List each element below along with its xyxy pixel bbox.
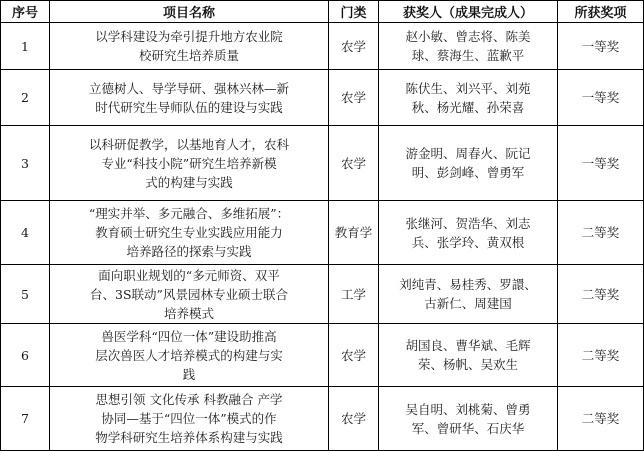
winners-line: 荣、杨帆、吴欢生 — [417, 357, 518, 372]
winners-line: 张继河、贺浩华、刘志 — [405, 215, 531, 231]
project-name-line: 兽医学科“四位一体”建设助推高 — [101, 328, 277, 344]
header-winners: 获奖人（成果完成人） — [379, 1, 558, 23]
winners — [379, 23, 558, 70]
project-name-line: “理实并举、多元融合、多维拓展”： — [88, 206, 290, 221]
winners-line: 胡国良、曹华斌、毛辉 — [405, 338, 531, 353]
project-name-line: 培养模式 — [163, 305, 214, 321]
award-level: 一等奖 — [558, 70, 644, 126]
project-name-line: 面向职业规划的“多元师资、双平 — [98, 267, 280, 283]
project-name — [50, 23, 329, 70]
project-name-line: 以学科建设为牵引提升地方农业院 — [95, 29, 283, 44]
award-level: 一等奖 — [558, 23, 644, 70]
header-project: 项目名称 — [50, 1, 329, 23]
project-name-line: 专业“科技小院”研究生培养新模 — [101, 155, 277, 171]
project-name-line: 培养路径的探索与实践 — [126, 244, 252, 259]
winners-line: 刘纯青、易桂秀、罗譞、 — [399, 277, 537, 292]
project-name-line: 层次兽医人才培养模式的构建与实 — [95, 347, 283, 363]
winners-line: 军、曾研华、石庆华 — [411, 420, 525, 436]
row-index: 5 — [1, 265, 50, 324]
project-name — [50, 201, 329, 265]
project-name — [50, 70, 329, 126]
table-row — [1, 265, 644, 324]
project-name — [50, 126, 329, 201]
winners-line: 吴自明、刘桃菊、曾勇 — [405, 401, 531, 417]
project-name — [50, 387, 329, 451]
table-row — [1, 387, 644, 451]
header-award: 所获奖项 — [558, 1, 644, 23]
winners — [379, 201, 558, 265]
header-index: 序号 — [1, 1, 50, 23]
award-level: 二等奖 — [558, 387, 644, 451]
row-index: 4 — [1, 201, 50, 265]
winners — [379, 324, 558, 387]
winners-line: 球、蔡海生、蓝歉平 — [411, 48, 525, 63]
project-name-line: 践 — [182, 366, 196, 382]
category: 农学 — [329, 70, 379, 126]
row-index: 2 — [1, 70, 50, 126]
award-level: 二等奖 — [558, 324, 644, 387]
header-row — [1, 1, 644, 23]
header-category: 门类 — [329, 1, 379, 23]
project-name — [50, 324, 329, 387]
project-name-line: 式的构建与实践 — [145, 174, 233, 190]
project-name-line: 立德树人、导学导研、强林兴林—新 — [88, 80, 289, 96]
winners-line: 古新仁、周建国 — [424, 296, 512, 311]
table-row — [1, 126, 644, 201]
category: 农学 — [329, 387, 379, 451]
project-name — [50, 265, 329, 324]
project-name-line: 以科研促教学，以基地育人才，农科 — [88, 136, 289, 152]
row-index: 1 — [1, 23, 50, 70]
table-row — [1, 201, 644, 265]
project-name-line: 时代研究生导师队伍的建设与实践 — [95, 99, 283, 115]
category: 农学 — [329, 23, 379, 70]
category: 农学 — [329, 126, 379, 201]
award-level: 二等奖 — [558, 201, 644, 265]
winners-line: 明、彭剑峰、曾勇军 — [411, 165, 525, 180]
table-row — [1, 324, 644, 387]
project-name-line: 思想引领 文化传承 科教融合 产学 — [95, 392, 283, 407]
winners-line: 赵小敏、曾志将、陈美 — [405, 29, 531, 44]
award-level: 一等奖 — [558, 126, 644, 201]
row-index: 3 — [1, 126, 50, 201]
winners — [379, 387, 558, 451]
winners — [379, 70, 558, 126]
project-name-line: 校研究生培养质量 — [138, 48, 239, 63]
project-name-line: 物学科研究生培养体系构建与实践 — [95, 430, 283, 445]
project-name-line: 台、3S联动”风景园林专业硕士联合 — [90, 286, 288, 302]
row-index: 6 — [1, 324, 50, 387]
project-name-line: 协同—基于“四位一体”模式的作 — [101, 411, 277, 426]
table-row — [1, 23, 644, 70]
winners-line: 秋、杨光耀、孙荣喜 — [411, 99, 525, 115]
category: 工学 — [329, 265, 379, 324]
row-index: 7 — [1, 387, 50, 451]
table-body — [1, 23, 644, 451]
category: 教育学 — [329, 201, 379, 265]
project-name-line: 教育硕士研究生专业实践应用能力 — [95, 225, 283, 240]
winners-line: 陈伏生、刘兴平、刘苑 — [405, 80, 531, 96]
winners — [379, 265, 558, 324]
winners-line: 兵、张学玲、黄双根 — [411, 234, 525, 250]
table-row — [1, 70, 644, 126]
winners — [379, 126, 558, 201]
award-level: 二等奖 — [558, 265, 644, 324]
winners-line: 游金明、周春火、阮记 — [405, 146, 531, 161]
category: 农学 — [329, 324, 379, 387]
